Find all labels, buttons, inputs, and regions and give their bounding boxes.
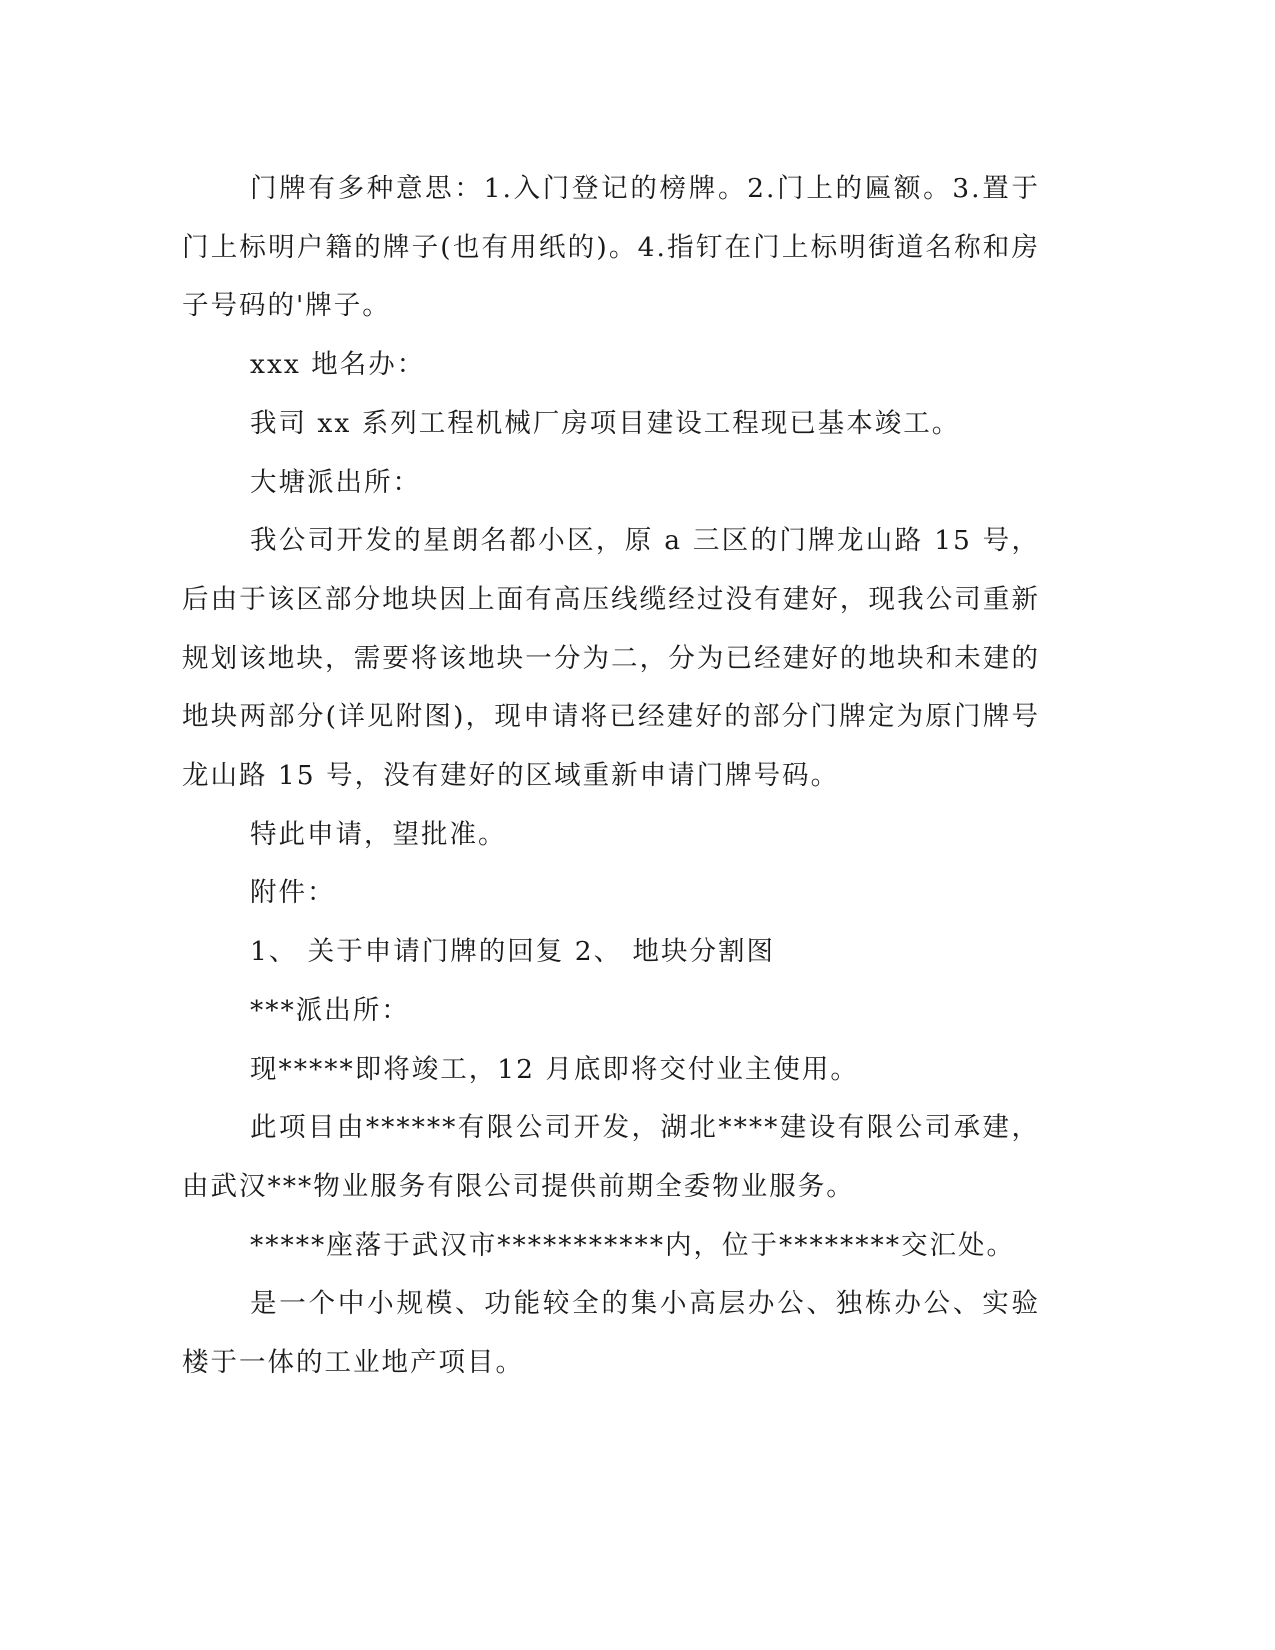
paragraph-developer-info: 此项目由******有限公司开发，湖北****建设有限公司承建，由武汉***物业服务有限公司提供前期全委物业服务。	[182, 1112, 1040, 1202]
paragraph-location: *****座落于武汉市***********内，位于********交汇处。	[250, 1229, 1015, 1261]
paragraph-attachments-list: 1、 关于申请门牌的回复 2、 地块分割图	[250, 936, 775, 968]
paragraph-request-approval: 特此申请，望批准。	[250, 818, 507, 850]
paragraph-salutation-place-name-office: xxx 地名办：	[250, 349, 426, 381]
paragraph-salutation-datang-police: 大塘派出所：	[250, 466, 421, 498]
paragraph-project-completion: 我司 xx 系列工程机械厂房项目建设工程现已基本竣工。	[250, 407, 961, 439]
paragraph-project-description: 是一个中小规模、功能较全的集小高层办公、独栋办公、实验楼于一体的工业地产项目。	[182, 1288, 1040, 1379]
paragraph-application-body: 我公司开发的星朗名都小区，原 a 三区的门牌龙山路 15 号，后由于该区部分地块因上面有高压线缆经过没有建好，现我公司重新规划该地块，需要将该地块一分为二，分为已经建好的地块和未建的地块两部分(详见附图)，现申请将已经建好的部分门牌定为原门牌号龙山路 15 号，没有建好的区域重新申请门牌号码。	[182, 525, 1040, 792]
paragraph-doorplate-meaning: 门牌有多种意思：1.入门登记的榜牌。2.门上的匾额。3.置于门上标明户籍的牌子(也有用纸的)。4.指钉在门上标明街道名称和房子号码的'牌子。	[182, 173, 1040, 322]
document-body	[182, 160, 1040, 1393]
paragraph-delivery-notice: 现*****即将竣工，12 月底即将交付业主使用。	[250, 1053, 859, 1085]
paragraph-salutation-police: ***派出所：	[250, 994, 410, 1026]
paragraph-attachments-heading: 附件：	[250, 877, 336, 909]
